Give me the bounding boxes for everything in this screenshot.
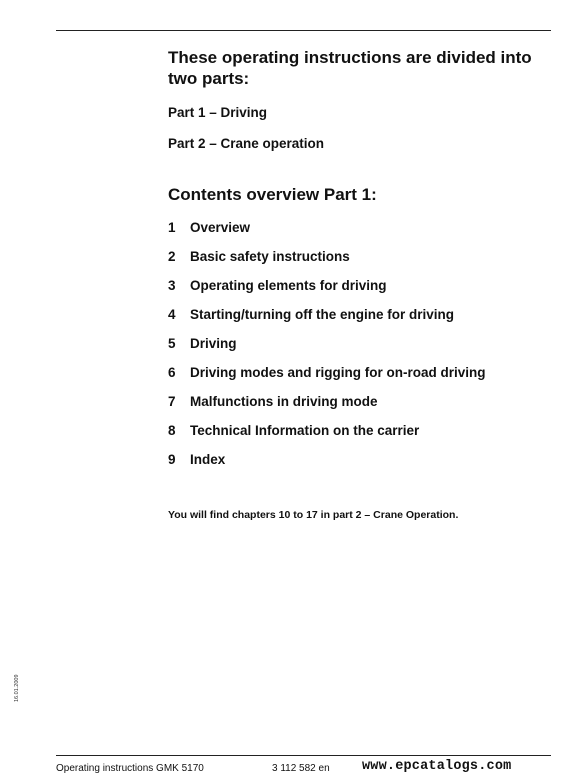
chapter-number: 2 bbox=[168, 249, 176, 264]
chapter-title: Basic safety instructions bbox=[190, 249, 350, 264]
chapter-title: Operating elements for driving bbox=[190, 278, 387, 293]
chapter-title: Starting/turning off the engine for driving bbox=[190, 307, 454, 322]
contents-item bbox=[168, 336, 486, 365]
watermark-link[interactable]: www.epcatalogs.com bbox=[362, 759, 512, 774]
bottom-rule bbox=[56, 755, 551, 756]
chapter-title: Malfunctions in driving mode bbox=[190, 394, 378, 409]
chapter-number: 9 bbox=[168, 452, 176, 467]
chapter-number: 6 bbox=[168, 365, 176, 380]
chapter-title: Overview bbox=[190, 220, 251, 235]
chapter-number: 3 bbox=[168, 278, 176, 293]
part-2-note: You will find chapters 10 to 17 in part 2 – Crane Operation. bbox=[168, 509, 459, 521]
chapter-title: Index bbox=[190, 452, 226, 467]
contents-item bbox=[168, 220, 486, 249]
chapter-number: 7 bbox=[168, 394, 176, 409]
contents-item bbox=[168, 278, 486, 307]
top-rule bbox=[56, 30, 551, 31]
contents-item bbox=[168, 394, 486, 423]
footer-document-title: Operating instructions GMK 5170 bbox=[56, 763, 204, 774]
chapter-number: 5 bbox=[168, 336, 176, 351]
chapter-title: Driving modes and rigging for on-road driving bbox=[190, 365, 486, 380]
contents-item bbox=[168, 365, 486, 394]
contents-item bbox=[168, 423, 486, 452]
contents-list bbox=[168, 220, 486, 481]
part-1-line: Part 1 – Driving bbox=[168, 105, 268, 120]
side-date: 16.01.2009 bbox=[14, 674, 20, 702]
part-2-line: Part 2 – Crane operation bbox=[168, 136, 325, 151]
chapter-number: 4 bbox=[168, 307, 176, 322]
intro-heading: These operating instructions are divided into two parts: bbox=[168, 48, 532, 88]
contents-item bbox=[168, 307, 486, 336]
footer-document-number: 3 112 582 en bbox=[272, 763, 330, 774]
chapter-number: 1 bbox=[168, 220, 176, 235]
chapter-title: Driving bbox=[190, 336, 237, 351]
chapter-number: 8 bbox=[168, 423, 176, 438]
contents-heading: Contents overview Part 1: bbox=[168, 185, 377, 204]
contents-item bbox=[168, 249, 486, 278]
contents-item bbox=[168, 452, 486, 481]
chapter-title: Technical Information on the carrier bbox=[190, 423, 420, 438]
